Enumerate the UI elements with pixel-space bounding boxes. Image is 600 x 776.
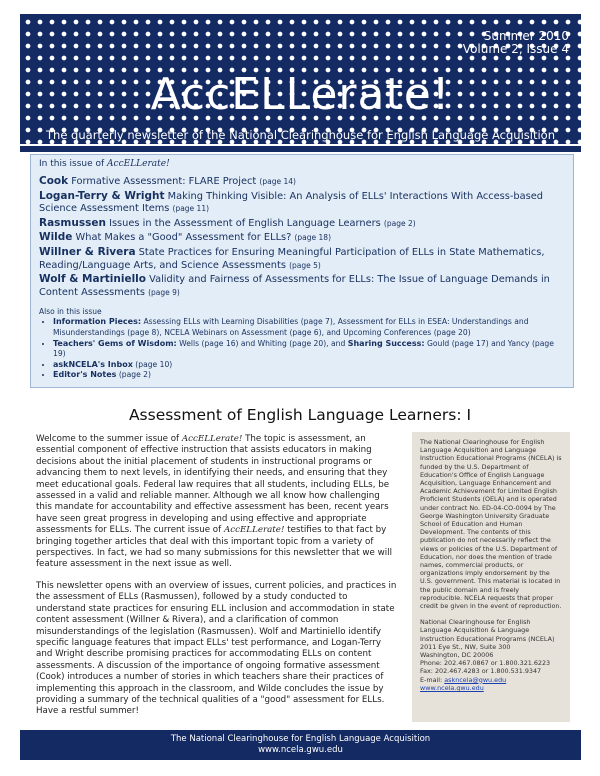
toc-entry[interactable]: Cook Formative Assessment: FLARE Project (page 14)	[39, 175, 296, 187]
editors-notes-item[interactable]: • Editor's Notes (page 2)	[53, 370, 565, 381]
also-in-this-issue	[39, 307, 565, 381]
website-link[interactable]: www.ncela.gwu.edu	[420, 683, 484, 692]
footer-url[interactable]: www.ncela.gwu.edu	[258, 745, 343, 755]
article-title: Assessment of English Language Learners: I	[128, 406, 472, 424]
toc-entry[interactable]: Willner & Rivera State Practices for Ensuring Meaningful Participation of ELLs in State Mathematics, Reading/Language Arts, and Science Assessments (page 5)	[39, 245, 545, 271]
street-address: 2011 Eye St., NW, Suite 300	[420, 642, 511, 651]
fax: Fax: 202.467.4283 or 1.800.531.9347	[420, 667, 542, 676]
issue-date	[463, 30, 569, 56]
also-heading: Also in this issue	[39, 307, 102, 317]
toc-entry[interactable]: Logan-Terry & Wright Making Thinking Visible: An Analysis of ELLs' Interactions With Access-based Science Assessment Items (page 11)	[39, 189, 543, 215]
information-pieces-item[interactable]: • Information Pieces: Assessing ELLs with Learning Disabilities (page 7), Assessment for ELLs in ESEA: Understandings and Misunderstandings (page 8), NCELA Webinars on Assessment (page 6), and Upcoming Conferences (page 20)	[53, 317, 565, 338]
article-paragraph: This newsletter opens with an overview of issues, current policies, and practices in the assessment of ELLs (Rasmussen), followed by a study conducted to understand state practices for ensuring ELL inclusion and accommodation in state content assessment (Willner & Rivera), and a clarification of common misunderstandings of the legislation (Rasmussen). Wolf and Martiniello identify specific language features that impact ELLs' test performance, and Logan-Terry and Wright describe promising practices for accommodating ELLs on content assessments. A discussion of the importance of ongoing formative assessment (Cook) introduces a number of stories in which teachers share their practices of implementing this approach in the classroom, and Wilde concludes the issue by providing a summary of the technical qualities of a "good" assessment for ELLs. Have a restful summer!	[36, 580, 397, 717]
table-of-contents	[30, 154, 574, 388]
tagline: The quarterly newsletter of the National Clearinghouse for English Language Acquisition	[46, 128, 555, 142]
toc-entry[interactable]: Rasmussen Issues in the Assessment of English Language Learners (page 2)	[39, 216, 416, 229]
contact-block	[420, 618, 562, 692]
footer	[20, 730, 581, 760]
masthead-band	[20, 146, 581, 152]
newsletter-title: AccELLerate!	[150, 69, 451, 120]
season: Summer 2010	[483, 29, 569, 43]
article-paragraph: Welcome to the summer issue of AccELLerate! The topic is assessment, an essential component of effective instruction that assists educators in making decisions about the initial placement of students in instructional programs or advancing them to next levels, in identifying their needs, and ensuring that they meet educational goals. Federal law requires that all students, including ELLs, be assessed in a valid and reliable manner. Although we all know how challenging this mandate for accountability and effective assessment has been, recent years have seen great progress in developing and using effective and appropriate assessments for ELLs. The current issue of AccELLerate! testifies to that fact by bringing together articles that deal with this important topic from a variety of perspectives. In fact, we had so many submissions for this newsletter that we will feature assessment in the next issue as well.	[36, 434, 392, 570]
email-line: E-mail: askncela@gwu.edu	[420, 675, 507, 684]
disclaimer: The National Clearinghouse for English Language Acquisition and Language Instruction Educational Programs (NCELA) is funded by the U.S. Department of Education's Office of English Language Acquisition, Language Enhancement and Academic Achievement for Limited English Proficient Students (OELA) and is operated under contract No. ED-04-CO-0094 by The George Washington University Graduate School of Education and Human Development. The contents of this publication do not necessarily reflect the views or policies of the U.S. Department of Education, nor does the mention of trade names, commercial products, or organizations imply endorsement by the U.S. government. This material is located in the public domain and is freely reproducible. NCELA requests that proper credit be given in the event of reproduction.	[420, 438, 562, 611]
toc-entry[interactable]: Wilde What Makes a "Good" Assessment for ELLs? (page 18)	[39, 231, 331, 244]
city-address: Washington, DC 20006	[420, 651, 494, 660]
footer-org: The National Clearinghouse for English Language Acquisition	[170, 734, 431, 744]
teachers-gems-item[interactable]: • Teachers' Gems of Wisdom: Wells (page 16) and Whiting (page 20), and Sharing Success: Gould (page 17) and Yancy (page 19)	[53, 339, 565, 360]
volume-issue: Volume 2, Issue 4	[462, 42, 569, 56]
org-name: National Clearinghouse for English Language Acquisition & Language Instruction Educational Programs (NCELA)	[420, 618, 555, 643]
masthead	[20, 14, 581, 144]
toc-entry[interactable]: Wolf & Martiniello Validity and Fairness of Assessments for ELLs: The Issue of Language Demands in Content Assessments (page 9)	[39, 273, 550, 298]
article-body	[36, 434, 398, 728]
email-link[interactable]: askncela@gwu.edu	[444, 675, 507, 684]
askncela-inbox-item[interactable]: • askNCELA's Inbox (page 10)	[53, 360, 565, 371]
toc-heading: In this issue of AccELLerate!	[39, 159, 170, 169]
phone: Phone: 202.467.0867 or 1.800.321.6223	[420, 659, 551, 668]
publisher-sidebar	[412, 432, 570, 722]
